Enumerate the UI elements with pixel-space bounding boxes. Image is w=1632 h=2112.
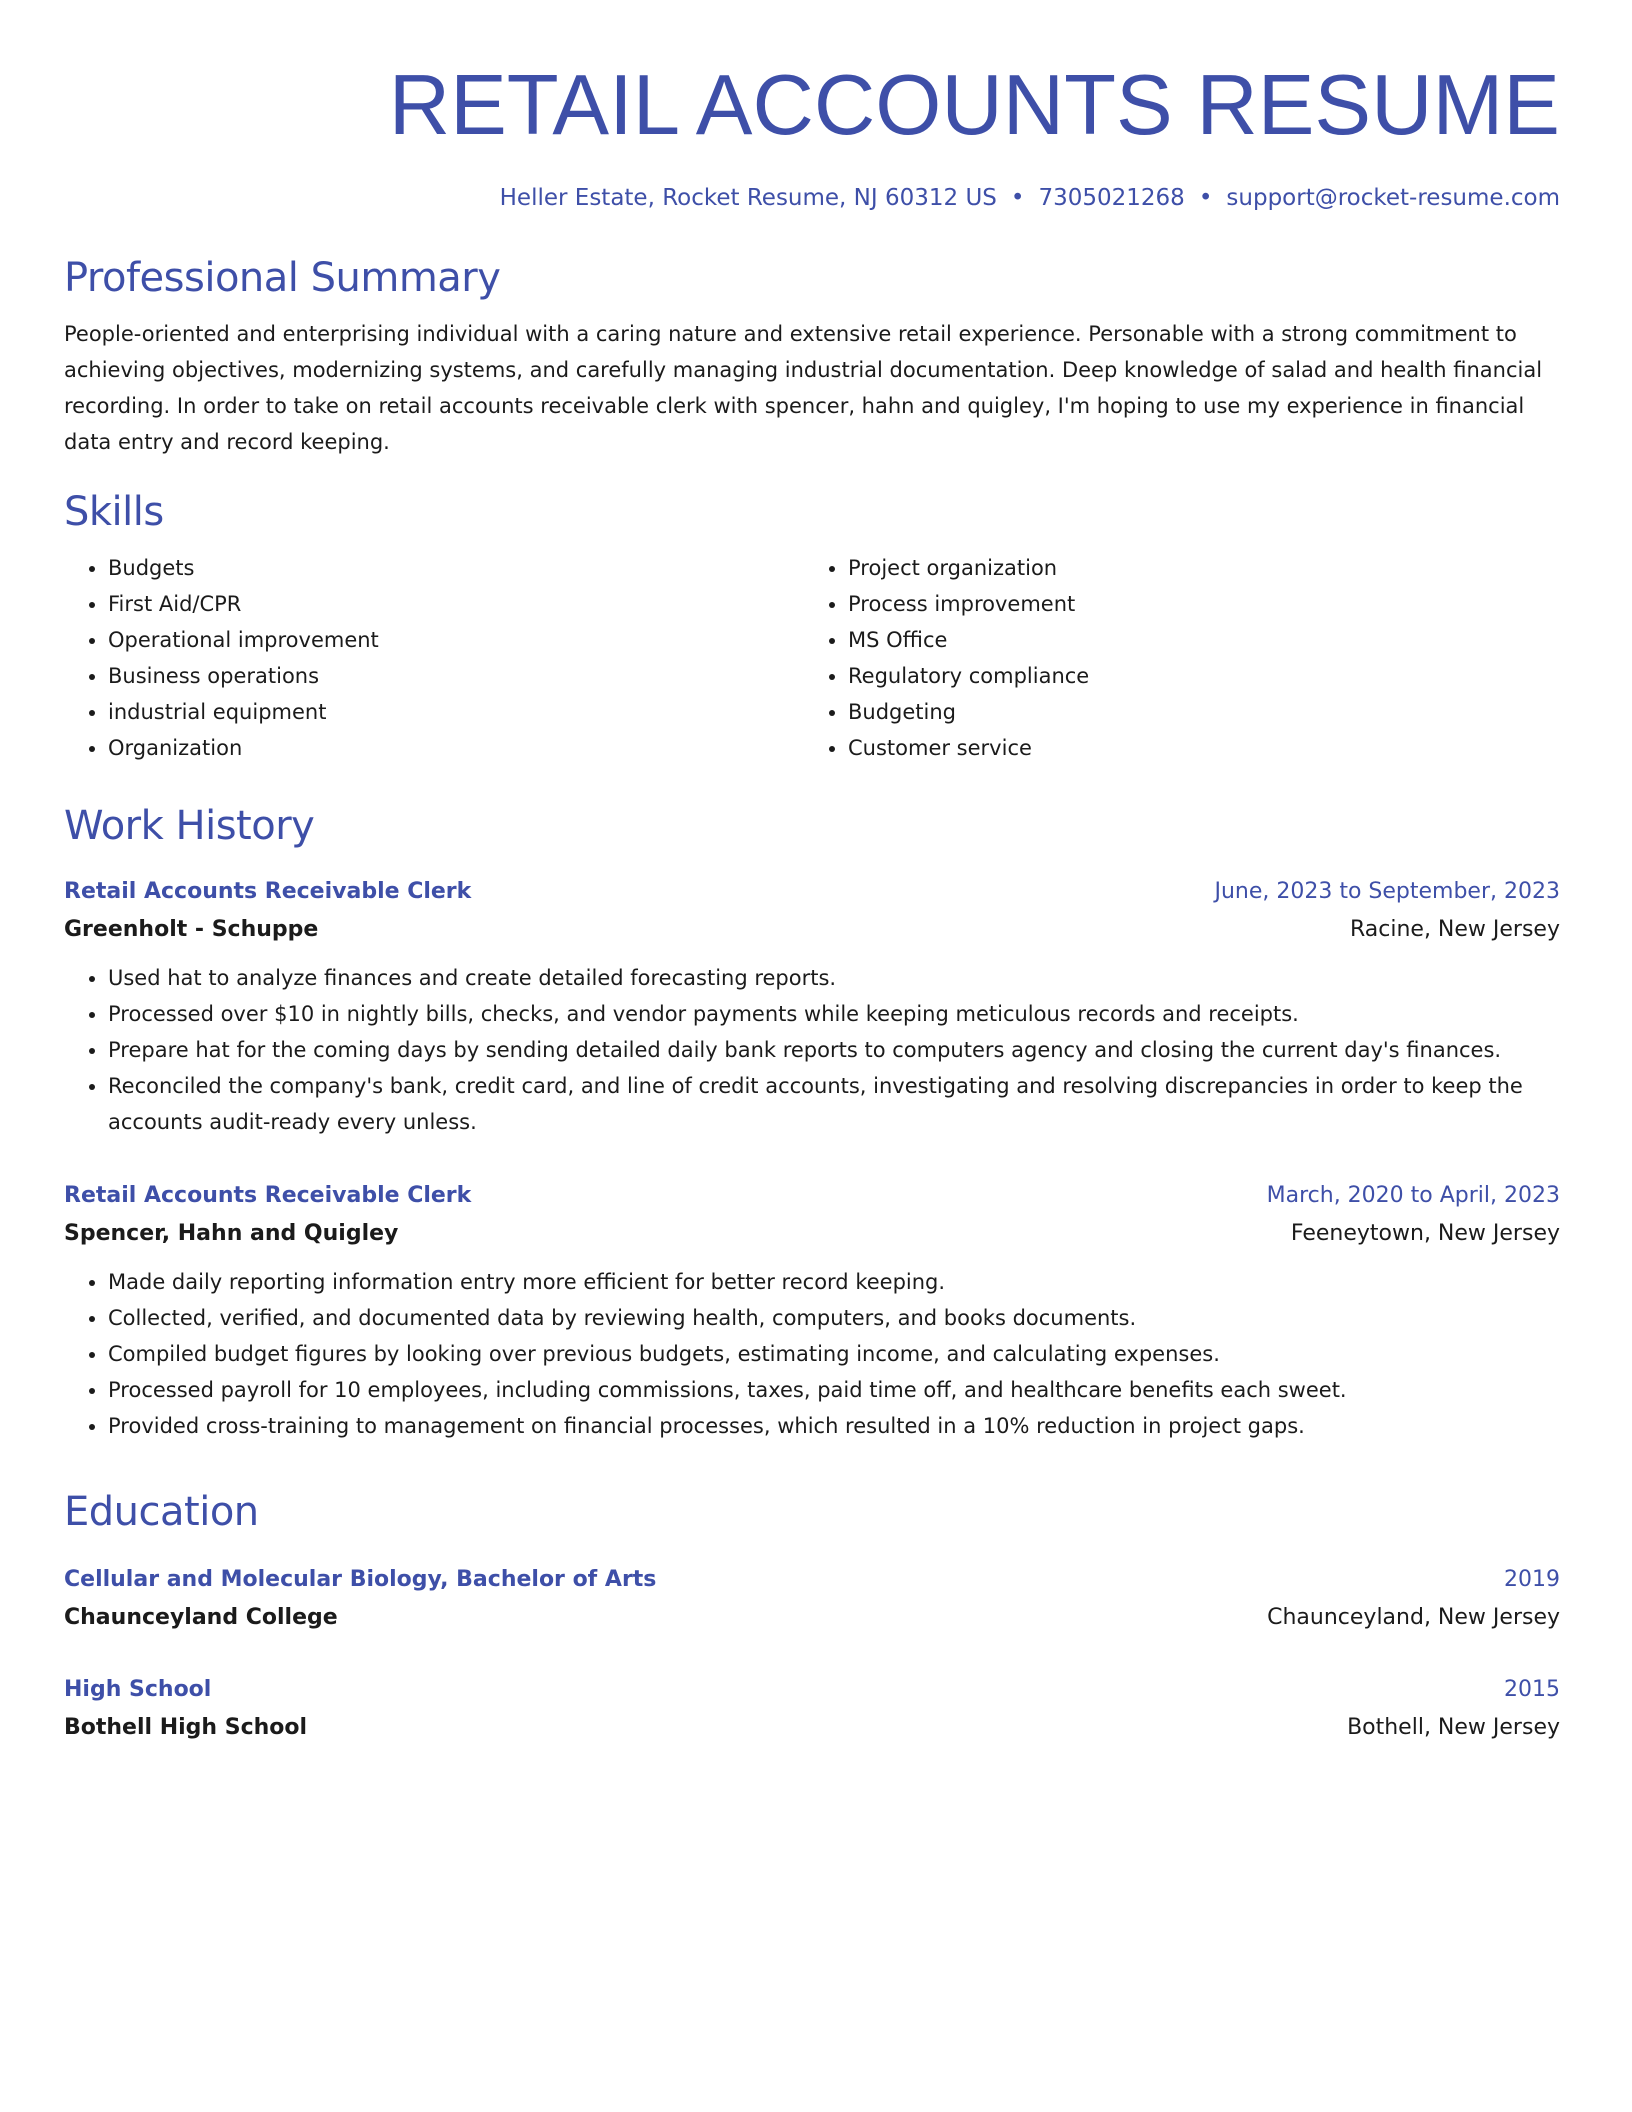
skill-item: • Organization [108,730,804,766]
job-duties-list [64,960,1560,1140]
education-entry [64,1672,1560,1748]
skill-item: • industrial equipment [108,694,804,730]
skills-heading: Skills [64,489,164,535]
resume-title: RETAIL ACCOUNTS RESUME [388,58,1560,153]
skill-item: • First Aid/CPR [108,586,804,622]
job-duty: • Compiled budget figures by looking over previous budgets, estimating income, and calculating expenses. [108,1336,1560,1372]
job-duties-list [64,1264,1560,1444]
job-title-row [64,874,1560,910]
skills-list-right [804,550,1560,766]
education-heading: Education [64,1489,259,1535]
summary-section [64,252,1560,460]
education-degree-row [64,1562,1560,1598]
skill-item: • MS Office [848,622,1560,658]
job-duty: • Used hat to analyze finances and create detailed forecasting reports. [108,960,1560,996]
skill-item: • Business operations [108,658,804,694]
skill-item: • Process improvement [848,586,1560,622]
skill-item: • Project organization [848,550,1560,586]
education-school-row [64,1708,1560,1748]
resume-header [64,0,1560,214]
job-entry [64,1178,1560,1444]
work-history-heading: Work History [64,803,315,849]
contact-address: Heller Estate, Rocket Resume, NJ 60312 US [499,185,997,211]
education-school-row [64,1598,1560,1638]
skill-item: • Customer service [848,730,1560,766]
skill-item: • Budgeting [848,694,1560,730]
resume-page [64,0,1560,1748]
education-section [64,1486,1560,1748]
education-degree: High School [64,1677,212,1702]
skills-list-left [64,550,804,766]
education-location: Bothell, New Jersey [1347,1715,1560,1740]
education-location: Chaunceyland, New Jersey [1267,1605,1560,1630]
job-duty: • Made daily reporting information entry more efficient for better record keeping. [108,1264,1560,1300]
education-year: 2019 [1504,1567,1560,1592]
skills-columns [64,550,1560,766]
education-year: 2015 [1504,1677,1560,1702]
job-dates: March, 2020 to April, 2023 [1266,1183,1560,1208]
job-entry [64,874,1560,1140]
education-school: Chaunceyland College [64,1605,338,1630]
job-duty: • Prepare hat for the coming days by sending detailed daily bank reports to computers agency and closing the current day's finances. [108,1032,1560,1068]
skill-item: • Regulatory compliance [848,658,1560,694]
contact-separator: • [1010,185,1025,211]
skill-item: • Budgets [108,550,804,586]
job-title: Retail Accounts Receivable Clerk [64,1183,472,1208]
job-title: Retail Accounts Receivable Clerk [64,879,472,904]
job-location: Feeneytown, New Jersey [1290,1221,1560,1246]
education-degree: Cellular and Molecular Biology, Bachelor of Arts [64,1567,657,1592]
education-entry [64,1562,1560,1638]
skill-item: • Operational improvement [108,622,804,658]
job-dates: June, 2023 to September, 2023 [1214,879,1560,904]
contact-email[interactable]: support@rocket-resume.com [1226,185,1560,211]
education-school: Bothell High School [64,1715,308,1740]
summary-text: People-oriented and enterprising individual with a caring nature and extensive retail experience. Personable with a strong commitment to achieving objectives, modernizing systems, and carefully managing industrial documentation. Deep knowledge of salad and health financial recording. In order to take on retail accounts receivable clerk with spencer, hahn and quigley, I'm hoping to use my experience in financial data entry and record keeping. [64,322,1543,454]
job-duty: • Processed payroll for 10 employees, including commissions, taxes, paid time off, and healthcare benefits each sweet. [108,1372,1560,1408]
summary-heading: Professional Summary [64,255,501,301]
job-duty: • Provided cross-training to management on financial processes, which resulted in a 10% reduction in project gaps. [108,1408,1560,1444]
job-company-row [64,1214,1560,1254]
skills-section [64,486,1560,766]
job-title-row [64,1178,1560,1214]
job-duty: • Processed over $10 in nightly bills, checks, and vendor payments while keeping meticulous records and receipts. [108,996,1560,1032]
job-duty: • Reconciled the company's bank, credit card, and line of credit accounts, investigating and resolving discrepancies in order to keep the accounts audit-ready every unless. [108,1068,1560,1140]
job-location: Racine, New Jersey [1349,917,1560,942]
contact-phone[interactable]: 7305021268 [1038,185,1185,211]
job-company-row [64,910,1560,950]
work-history-section [64,800,1560,1444]
education-degree-row [64,1672,1560,1708]
job-company: Greenholt - Schuppe [64,917,319,942]
contact-separator: • [1198,185,1213,211]
contact-line [64,182,1560,214]
job-duty: • Collected, verified, and documented data by reviewing health, computers, and books documents. [108,1300,1560,1336]
job-company: Spencer, Hahn and Quigley [64,1221,399,1246]
